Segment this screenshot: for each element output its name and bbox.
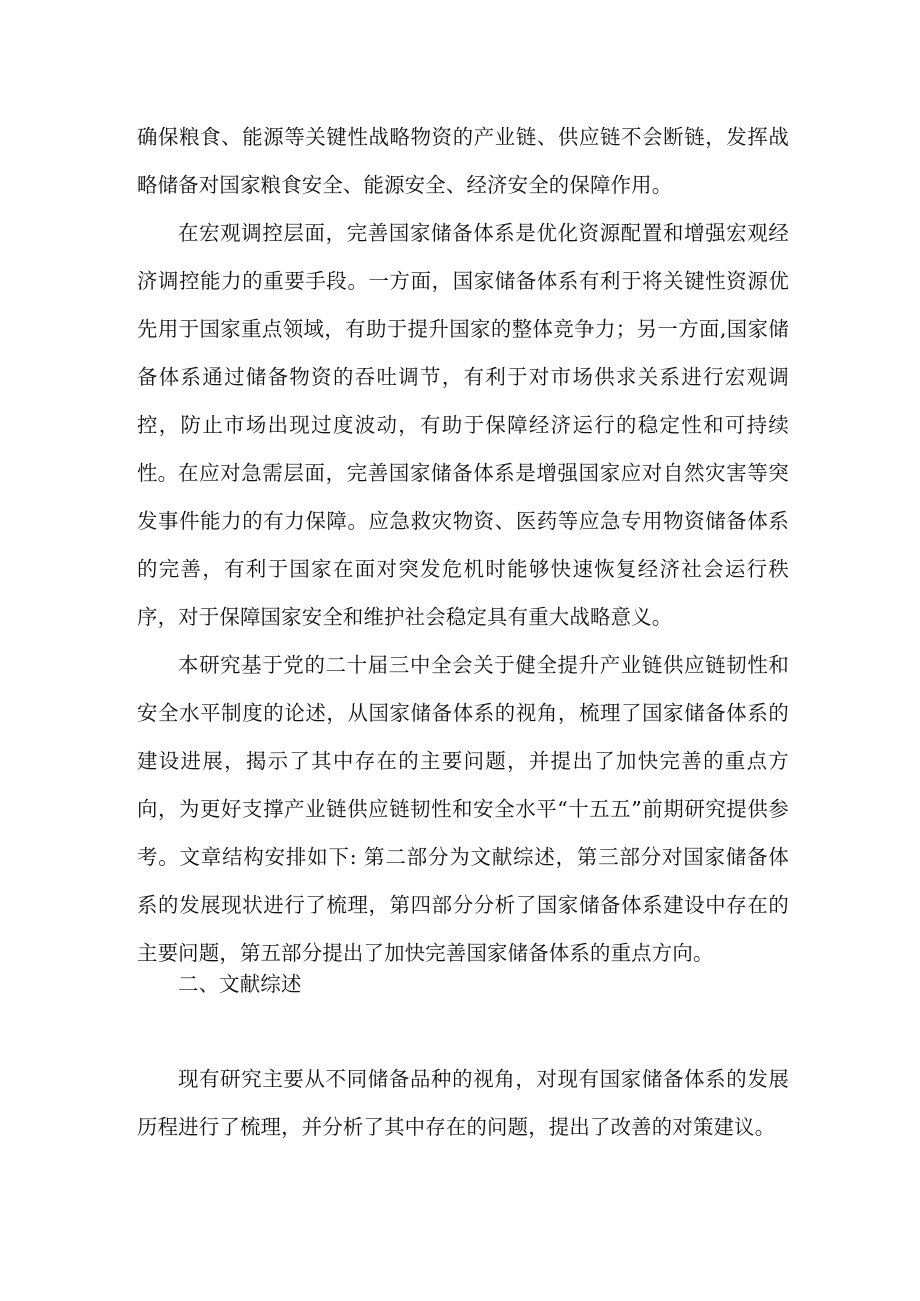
section-heading: 二、文献综述 (178, 972, 302, 996)
body-paragraph-literature-review: 现有研究主要从不同储备品种的视角，对现有国家储备体系的发展历程进行了梳理，并分析了其中存在的问题，提出了改善的对策建议。 (137, 1067, 789, 1139)
body-paragraph-continued: 确保粮食、能源等关键性战略物资的产业链、供应链不会断链，发挥战略储备对国家粮食安全、能源安全、经济安全的保障作用。 (137, 125, 789, 197)
body-paragraph-emergency-response: 在应对急需层面，完善国家储备体系是增强国家应对自然灾害等突发事件能力的有力保障。应急救灾物资、医药等应急专用物资储备体系的完善，有利于国家在面对突发危机时能够快速恢复经济社会运行秩序，对于保障国家安全和维护社会稳定具有重大战略意义。 (137, 461, 789, 629)
body-paragraph-research-structure: 本研究基于党的二十届三中全会关于健全提升产业链供应链韧性和安全水平制度的论述，从国家储备体系的视角，梳理了国家储备体系的建设进展，揭示了其中存在的主要问题，并提出了加快完善的重点方向，为更好支撑产业链供应链韧性和安全水平“十五五”前期研究提供参考。文章结构安排如下: 第二部分为文献综述，第三部分对国家储备体系的发展现状进行了梳理，第四部分分析了国家储备体系建设中存在的主要问题，第五部分提出了加快完善国家储备体系的重点方向。 (137, 653, 789, 965)
body-paragraph-macro-regulation: 在宏观调控层面，完善国家储备体系是优化资源配置和增强宏观经济调控能力的重要手段。一方面，国家储备体系有利于将关键性资源优先用于国家重点领域，有助于提升国家的整体竞争力；另一方面,国家储备体系通过储备物资的吞吐调节，有利于对市场供求关系进行宏观调控，防止市场出现过度波动，有助于保障经济运行的稳定性和可持续性。 (137, 221, 789, 485)
